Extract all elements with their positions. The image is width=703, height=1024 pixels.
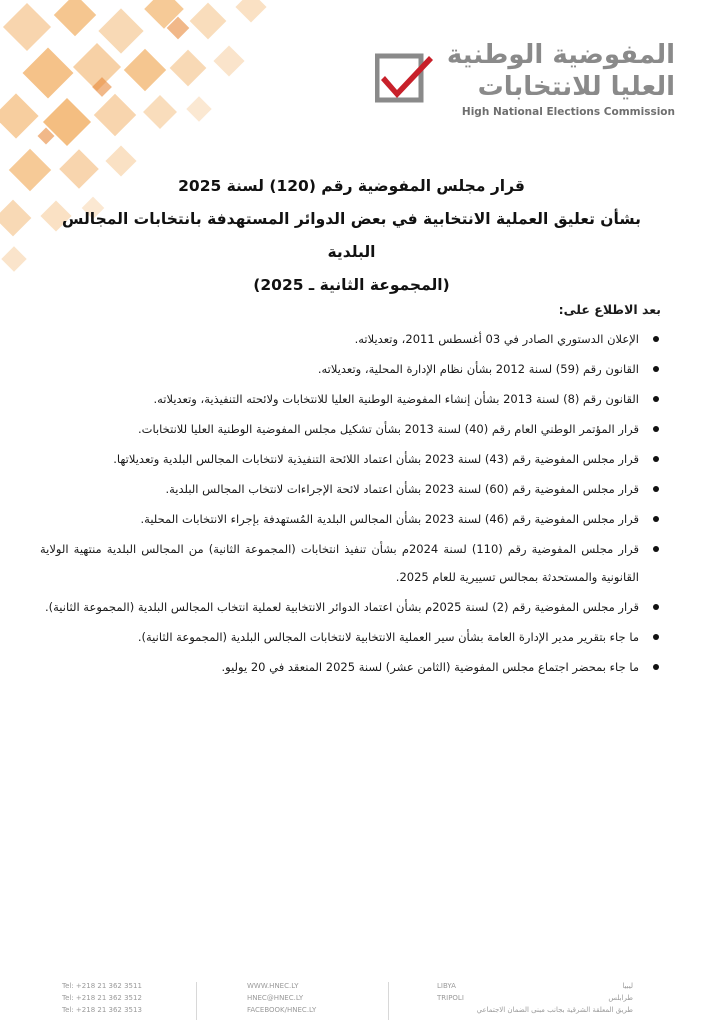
footer-address-ar (477, 980, 633, 1016)
footer-divider (388, 982, 389, 1020)
reference-list (40, 325, 661, 681)
list-item (40, 593, 661, 621)
bullet-icon (653, 396, 659, 402)
list-item-text: قرار مجلس المفوضية رقم (46) لسنة 2023 بشأن المجالس البلدية المُستهدفة بإجراء الانتخابات المحلية. (140, 512, 639, 526)
list-item (40, 653, 661, 681)
footer-street-ar: طريق المعلقة الشرقية بجانب مبنى الضمان الاجتماعي (476, 1006, 633, 1014)
list-item (40, 445, 661, 473)
list-item-text: القانون رقم (8) لسنة 2013 بشأن إنشاء المفوضية الوطنية العليا للانتخابات ولائحته التنفيذية، وتعديلاته. (153, 392, 639, 406)
list-item (40, 505, 661, 533)
logo-name-ar-line2: العليا للانتخابات (477, 72, 675, 102)
list-item (40, 385, 661, 413)
bullet-icon (653, 486, 659, 492)
list-item (40, 325, 661, 353)
footer-city: TRIPOLI (437, 994, 464, 1002)
list-item-text: قرار مجلس المفوضية رقم (60) لسنة 2023 بشأن اعتماد لائحة الإجراءات لانتخاب المجالس البلدية. (165, 482, 639, 496)
logo-name-ar-line1: المفوضية الوطنية (446, 40, 675, 70)
list-item (40, 415, 661, 443)
bullet-icon (653, 366, 659, 372)
list-item-text: ما جاء بتقرير مدير الإدارة العامة بشأن سير العملية الانتخابية لانتخابات المجالس البلدية (المجموعة الثانية). (137, 630, 639, 644)
footer-phone: Tel: +218 21 362 3512 (62, 994, 142, 1002)
document-body (40, 299, 661, 683)
footer-phones (62, 980, 142, 1016)
list-item (40, 535, 661, 591)
intro-heading: بعد الاطلاع على: (558, 302, 661, 317)
list-item-text: القانون رقم (59) لسنة 2012 بشأن نظام الإدارة المحلية، وتعديلاته. (317, 362, 639, 376)
list-item-text: قرار مجلس المفوضية رقم (110) لسنة 2024م بشأن تنفيذ انتخابات (المجموعة الثانية) من المجالس البلدية منتهية الولاية القانونية والمستحدثة بمجالس تسييرية للعام 2025. (40, 542, 640, 584)
list-item-text: ما جاء بمحضر اجتماع مجلس المفوضية (الثامن عشر) لسنة 2025 المنعقد في 20 يوليو. (221, 660, 639, 674)
bullet-icon (653, 426, 659, 432)
bullet-icon (653, 546, 659, 552)
bullet-icon (653, 604, 659, 610)
footer-divider (196, 982, 197, 1020)
footer-facebook-link[interactable]: FACEBOOK/HNEC.LY (247, 1006, 317, 1014)
bullet-icon (653, 634, 659, 640)
list-item-text: الإعلان الدستوري الصادر في 03 أغسطس 2011، وتعديلاته. (354, 332, 639, 346)
bullet-icon (653, 664, 659, 670)
title-line-3: (المجموعة الثانية ـ 2025) (253, 276, 450, 294)
hnec-logo (375, 40, 675, 126)
footer-city-ar: طرابلس (608, 994, 633, 1002)
list-item (40, 475, 661, 503)
list-item (40, 355, 661, 383)
logo-name-en: High National Elections Commission (461, 106, 675, 118)
decision-title (40, 170, 663, 302)
list-item-text: قرار مجلس المفوضية رقم (43) لسنة 2023 بشأن اعتماد اللائحة التنفيذية لانتخابات المجالس البلدية وتعديلاتها. (113, 452, 639, 466)
footer-web (247, 980, 316, 1016)
title-line-2: بشأن تعليق العملية الانتخابية في بعض الدوائر المستهدفة بانتخابات المجالس البلدية (62, 210, 641, 261)
footer-country: LIBYA (437, 982, 456, 990)
bullet-icon (653, 516, 659, 522)
bullet-icon (653, 336, 659, 342)
footer-phone: Tel: +218 21 362 3513 (62, 1006, 142, 1014)
footer-phone: Tel: +218 21 362 3511 (62, 982, 142, 990)
footer-website-link[interactable]: WWW.HNEC.LY (247, 982, 299, 990)
bullet-icon (653, 456, 659, 462)
footer-country-ar: ليبيا (622, 982, 633, 990)
footer-email-link[interactable]: HNEC@HNEC.LY (247, 994, 304, 1002)
title-line-1: قرار مجلس المفوضية رقم (120) لسنة 2025 (178, 177, 525, 195)
list-item (40, 623, 661, 651)
page-footer (0, 980, 703, 1024)
checkbox-check-icon (375, 50, 437, 108)
footer-address-en (437, 980, 464, 1004)
list-item-text: قرار المؤتمر الوطني العام رقم (40) لسنة 2013 بشأن تشكيل مجلس المفوضية الوطنية العليا للانتخابات. (137, 422, 639, 436)
list-item-text: قرار مجلس المفوضية رقم (2) لسنة 2025م بشأن اعتماد الدوائر الانتخابية لعملية انتخاب المجالس البلدية (المجموعة الثانية). (45, 600, 639, 614)
